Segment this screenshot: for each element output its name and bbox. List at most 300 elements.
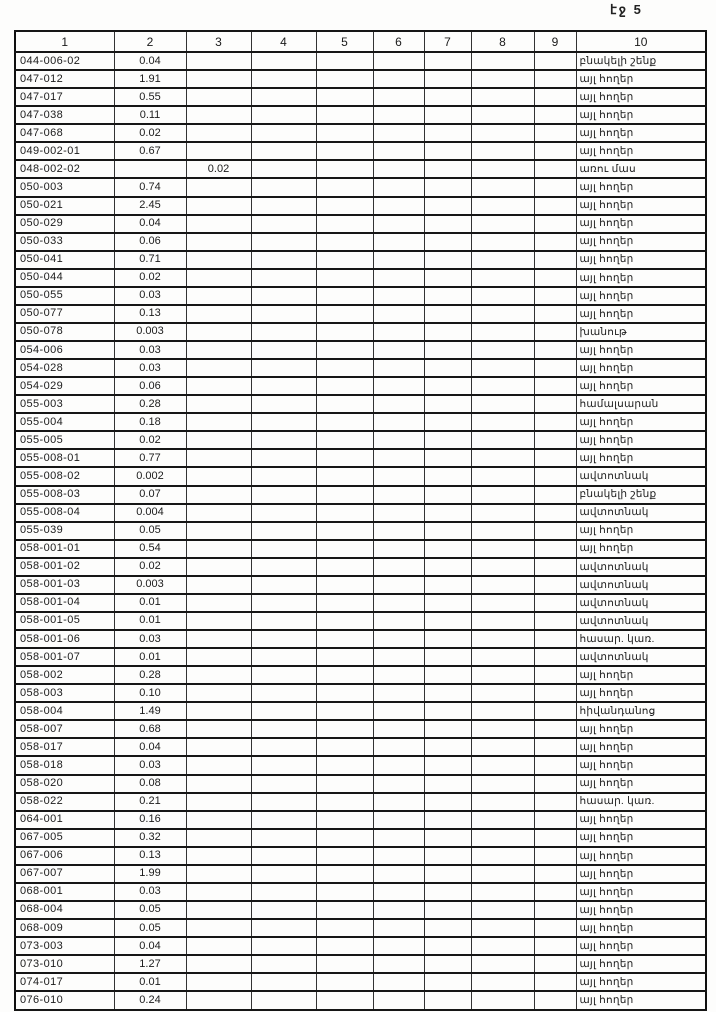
value-cell bbox=[316, 486, 373, 504]
value-cell: 0.13 bbox=[114, 305, 186, 323]
value-cell bbox=[534, 88, 576, 106]
value-cell bbox=[373, 594, 424, 612]
table-row bbox=[15, 504, 706, 522]
value-cell bbox=[316, 702, 373, 720]
land-use-label: այլ հողեր bbox=[576, 775, 706, 793]
value-cell bbox=[251, 142, 316, 160]
parcel-code: 073-003 bbox=[15, 937, 114, 955]
value-cell bbox=[251, 558, 316, 576]
land-use-label: այլ հողեր bbox=[576, 70, 706, 88]
parcel-code: 055-008-03 bbox=[15, 486, 114, 504]
value-cell bbox=[251, 215, 316, 233]
parcel-code: 054-006 bbox=[15, 341, 114, 359]
value-cell bbox=[424, 178, 471, 196]
value-cell: 0.77 bbox=[114, 449, 186, 467]
table-row bbox=[15, 52, 706, 70]
value-cell bbox=[471, 106, 534, 124]
parcel-code: 058-022 bbox=[15, 793, 114, 811]
value-cell bbox=[251, 612, 316, 630]
land-use-label: ավտոտնակ bbox=[576, 648, 706, 666]
value-cell bbox=[186, 215, 251, 233]
value-cell bbox=[316, 793, 373, 811]
value-cell bbox=[424, 973, 471, 991]
parcel-code: 058-001-04 bbox=[15, 594, 114, 612]
value-cell bbox=[424, 558, 471, 576]
value-cell bbox=[424, 431, 471, 449]
table-row bbox=[15, 684, 706, 702]
value-cell bbox=[471, 576, 534, 594]
value-cell bbox=[186, 522, 251, 540]
parcel-code: 049-002-01 bbox=[15, 142, 114, 160]
value-cell bbox=[186, 413, 251, 431]
value-cell bbox=[534, 883, 576, 901]
value-cell bbox=[251, 630, 316, 648]
value-cell bbox=[424, 467, 471, 485]
parcel-code: 076-010 bbox=[15, 991, 114, 1010]
value-cell bbox=[424, 215, 471, 233]
table-row bbox=[15, 467, 706, 485]
land-use-label: այլ հողեր bbox=[576, 197, 706, 215]
value-cell bbox=[186, 612, 251, 630]
value-cell bbox=[186, 793, 251, 811]
land-use-label: այլ հողեր bbox=[576, 124, 706, 142]
value-cell bbox=[534, 630, 576, 648]
header-row bbox=[15, 31, 706, 52]
value-cell bbox=[251, 251, 316, 269]
table-row bbox=[15, 178, 706, 196]
value-cell bbox=[534, 576, 576, 594]
value-cell bbox=[316, 648, 373, 666]
value-cell bbox=[534, 937, 576, 955]
table-row bbox=[15, 142, 706, 160]
value-cell bbox=[316, 612, 373, 630]
parcel-code: 050-077 bbox=[15, 305, 114, 323]
value-cell bbox=[373, 883, 424, 901]
value-cell bbox=[534, 666, 576, 684]
value-cell bbox=[251, 811, 316, 829]
value-cell bbox=[186, 395, 251, 413]
table-row bbox=[15, 540, 706, 558]
value-cell: 0.03 bbox=[114, 756, 186, 774]
value-cell bbox=[373, 811, 424, 829]
value-cell bbox=[471, 793, 534, 811]
value-cell bbox=[373, 540, 424, 558]
value-cell bbox=[316, 106, 373, 124]
land-use-label: այլ հողեր bbox=[576, 883, 706, 901]
value-cell: 0.01 bbox=[114, 973, 186, 991]
value-cell bbox=[316, 883, 373, 901]
value-cell bbox=[373, 395, 424, 413]
parcel-code: 067-005 bbox=[15, 829, 114, 847]
value-cell bbox=[534, 178, 576, 196]
value-cell bbox=[373, 937, 424, 955]
value-cell bbox=[316, 413, 373, 431]
land-use-label: այլ հողեր bbox=[576, 215, 706, 233]
value-cell bbox=[424, 160, 471, 178]
value-cell bbox=[373, 775, 424, 793]
value-cell: 0.01 bbox=[114, 594, 186, 612]
value-cell bbox=[534, 793, 576, 811]
value-cell bbox=[316, 178, 373, 196]
land-use-label: այլ հողեր bbox=[576, 413, 706, 431]
value-cell bbox=[373, 178, 424, 196]
value-cell bbox=[534, 486, 576, 504]
value-cell bbox=[186, 937, 251, 955]
land-use-label: խանութ bbox=[576, 323, 706, 341]
table-row bbox=[15, 431, 706, 449]
value-cell: 0.03 bbox=[114, 630, 186, 648]
value-cell bbox=[186, 576, 251, 594]
value-cell bbox=[186, 431, 251, 449]
value-cell bbox=[186, 756, 251, 774]
value-cell bbox=[251, 522, 316, 540]
land-use-label: այլ հողեր bbox=[576, 142, 706, 160]
value-cell bbox=[471, 70, 534, 88]
value-cell: 1.49 bbox=[114, 702, 186, 720]
value-cell bbox=[373, 666, 424, 684]
value-cell bbox=[471, 395, 534, 413]
value-cell bbox=[534, 684, 576, 702]
value-cell bbox=[534, 52, 576, 70]
value-cell bbox=[251, 178, 316, 196]
value-cell bbox=[373, 973, 424, 991]
value-cell bbox=[471, 738, 534, 756]
land-use-label: այլ հողեր bbox=[576, 991, 706, 1010]
value-cell bbox=[471, 504, 534, 522]
value-cell bbox=[424, 702, 471, 720]
value-cell bbox=[316, 720, 373, 738]
value-cell bbox=[373, 522, 424, 540]
land-use-label: առու մաս bbox=[576, 160, 706, 178]
value-cell bbox=[471, 594, 534, 612]
value-cell bbox=[186, 594, 251, 612]
value-cell bbox=[534, 775, 576, 793]
value-cell bbox=[534, 142, 576, 160]
value-cell bbox=[251, 865, 316, 883]
value-cell: 0.03 bbox=[114, 341, 186, 359]
value-cell bbox=[316, 540, 373, 558]
value-cell bbox=[186, 323, 251, 341]
value-cell bbox=[186, 269, 251, 287]
value-cell bbox=[186, 251, 251, 269]
column-header: 2 bbox=[114, 31, 186, 52]
value-cell: 0.002 bbox=[114, 467, 186, 485]
cadastral-table bbox=[14, 30, 707, 1011]
value-cell bbox=[186, 558, 251, 576]
value-cell bbox=[471, 269, 534, 287]
value-cell bbox=[373, 720, 424, 738]
value-cell bbox=[251, 775, 316, 793]
table-row bbox=[15, 269, 706, 287]
parcel-code: 058-007 bbox=[15, 720, 114, 738]
value-cell bbox=[186, 70, 251, 88]
parcel-code: 058-001-03 bbox=[15, 576, 114, 594]
value-cell bbox=[471, 215, 534, 233]
value-cell bbox=[251, 702, 316, 720]
land-use-label: այլ հողեր bbox=[576, 865, 706, 883]
value-cell bbox=[186, 106, 251, 124]
value-cell bbox=[534, 341, 576, 359]
value-cell bbox=[534, 197, 576, 215]
parcel-code: 055-008-01 bbox=[15, 449, 114, 467]
value-cell bbox=[424, 594, 471, 612]
value-cell bbox=[251, 991, 316, 1010]
value-cell bbox=[316, 467, 373, 485]
value-cell bbox=[316, 955, 373, 973]
land-use-label: այլ հողեր bbox=[576, 106, 706, 124]
value-cell bbox=[534, 359, 576, 377]
value-cell bbox=[186, 88, 251, 106]
table-row bbox=[15, 720, 706, 738]
value-cell bbox=[316, 160, 373, 178]
value-cell: 2.45 bbox=[114, 197, 186, 215]
value-cell bbox=[424, 901, 471, 919]
value-cell bbox=[316, 847, 373, 865]
value-cell bbox=[424, 612, 471, 630]
value-cell bbox=[186, 377, 251, 395]
value-cell bbox=[534, 233, 576, 251]
value-cell bbox=[534, 106, 576, 124]
value-cell bbox=[251, 341, 316, 359]
value-cell bbox=[471, 991, 534, 1010]
value-cell bbox=[534, 829, 576, 847]
value-cell bbox=[424, 52, 471, 70]
value-cell bbox=[373, 341, 424, 359]
value-cell bbox=[373, 269, 424, 287]
value-cell bbox=[424, 88, 471, 106]
value-cell bbox=[471, 449, 534, 467]
value-cell bbox=[534, 865, 576, 883]
value-cell bbox=[471, 630, 534, 648]
parcel-code: 054-029 bbox=[15, 377, 114, 395]
land-use-label: ավտոտնակ bbox=[576, 558, 706, 576]
table-row bbox=[15, 865, 706, 883]
value-cell: 0.03 bbox=[114, 359, 186, 377]
value-cell bbox=[186, 124, 251, 142]
value-cell: 0.18 bbox=[114, 413, 186, 431]
value-cell bbox=[471, 124, 534, 142]
value-cell bbox=[471, 323, 534, 341]
value-cell bbox=[471, 919, 534, 937]
value-cell bbox=[316, 829, 373, 847]
value-cell bbox=[373, 684, 424, 702]
value-cell bbox=[316, 558, 373, 576]
column-header: 4 bbox=[251, 31, 316, 52]
value-cell bbox=[534, 955, 576, 973]
value-cell bbox=[471, 937, 534, 955]
land-use-label: այլ հողեր bbox=[576, 738, 706, 756]
value-cell: 0.04 bbox=[114, 937, 186, 955]
value-cell bbox=[471, 973, 534, 991]
value-cell bbox=[424, 811, 471, 829]
value-cell bbox=[316, 233, 373, 251]
value-cell: 0.01 bbox=[114, 612, 186, 630]
value-cell bbox=[471, 305, 534, 323]
parcel-code: 058-001-06 bbox=[15, 630, 114, 648]
value-cell bbox=[316, 197, 373, 215]
value-cell bbox=[316, 756, 373, 774]
value-cell bbox=[373, 142, 424, 160]
value-cell bbox=[373, 251, 424, 269]
value-cell bbox=[251, 666, 316, 684]
table-row bbox=[15, 395, 706, 413]
value-cell bbox=[471, 775, 534, 793]
value-cell bbox=[471, 52, 534, 70]
value-cell bbox=[251, 901, 316, 919]
value-cell bbox=[424, 883, 471, 901]
value-cell bbox=[373, 486, 424, 504]
land-use-label: այլ հողեր bbox=[576, 955, 706, 973]
parcel-code: 047-038 bbox=[15, 106, 114, 124]
value-cell bbox=[424, 106, 471, 124]
value-cell: 0.04 bbox=[114, 52, 186, 70]
value-cell bbox=[373, 756, 424, 774]
value-cell bbox=[534, 467, 576, 485]
value-cell bbox=[186, 901, 251, 919]
value-cell bbox=[251, 919, 316, 937]
value-cell bbox=[316, 576, 373, 594]
value-cell bbox=[373, 197, 424, 215]
parcel-code: 055-005 bbox=[15, 431, 114, 449]
land-use-label: ավտոտնակ bbox=[576, 576, 706, 594]
table-row bbox=[15, 648, 706, 666]
value-cell: 0.28 bbox=[114, 395, 186, 413]
value-cell bbox=[534, 811, 576, 829]
value-cell bbox=[373, 52, 424, 70]
land-use-label: ավտոտնակ bbox=[576, 467, 706, 485]
value-cell bbox=[316, 522, 373, 540]
value-cell bbox=[251, 937, 316, 955]
value-cell bbox=[471, 847, 534, 865]
value-cell: 0.74 bbox=[114, 178, 186, 196]
value-cell bbox=[373, 829, 424, 847]
value-cell bbox=[373, 70, 424, 88]
parcel-code: 047-012 bbox=[15, 70, 114, 88]
land-use-label: այլ հողեր bbox=[576, 305, 706, 323]
value-cell bbox=[534, 215, 576, 233]
value-cell: 0.02 bbox=[114, 124, 186, 142]
value-cell: 0.07 bbox=[114, 486, 186, 504]
value-cell bbox=[373, 106, 424, 124]
table-row bbox=[15, 666, 706, 684]
value-cell bbox=[534, 305, 576, 323]
value-cell bbox=[471, 558, 534, 576]
value-cell bbox=[471, 684, 534, 702]
value-cell bbox=[251, 395, 316, 413]
value-cell bbox=[534, 377, 576, 395]
value-cell bbox=[251, 793, 316, 811]
value-cell bbox=[373, 431, 424, 449]
value-cell bbox=[251, 359, 316, 377]
value-cell bbox=[251, 684, 316, 702]
value-cell bbox=[424, 756, 471, 774]
value-cell bbox=[424, 847, 471, 865]
land-use-label: բնակելի շենք bbox=[576, 52, 706, 70]
value-cell bbox=[251, 197, 316, 215]
value-cell bbox=[251, 955, 316, 973]
value-cell bbox=[316, 359, 373, 377]
column-header: 10 bbox=[576, 31, 706, 52]
land-use-label: այլ հողեր bbox=[576, 829, 706, 847]
value-cell bbox=[186, 359, 251, 377]
value-cell bbox=[424, 233, 471, 251]
value-cell: 0.13 bbox=[114, 847, 186, 865]
land-use-label: այլ հողեր bbox=[576, 251, 706, 269]
value-cell bbox=[471, 702, 534, 720]
value-cell bbox=[251, 467, 316, 485]
value-cell bbox=[186, 178, 251, 196]
value-cell bbox=[424, 630, 471, 648]
value-cell: 0.003 bbox=[114, 576, 186, 594]
value-cell: 0.24 bbox=[114, 991, 186, 1010]
parcel-code: 048-002-02 bbox=[15, 160, 114, 178]
value-cell bbox=[316, 88, 373, 106]
parcel-code: 047-017 bbox=[15, 88, 114, 106]
value-cell bbox=[471, 251, 534, 269]
value-cell bbox=[534, 504, 576, 522]
value-cell bbox=[186, 991, 251, 1010]
value-cell: 0.06 bbox=[114, 377, 186, 395]
value-cell bbox=[471, 197, 534, 215]
table-body bbox=[15, 52, 706, 1010]
value-cell bbox=[316, 215, 373, 233]
value-cell: 0.003 bbox=[114, 323, 186, 341]
value-cell bbox=[251, 829, 316, 847]
value-cell bbox=[251, 973, 316, 991]
value-cell bbox=[373, 576, 424, 594]
table-row bbox=[15, 738, 706, 756]
column-header: 1 bbox=[15, 31, 114, 52]
value-cell bbox=[186, 52, 251, 70]
land-use-label: համալսարան bbox=[576, 395, 706, 413]
value-cell bbox=[373, 287, 424, 305]
table-row bbox=[15, 847, 706, 865]
table-row bbox=[15, 919, 706, 937]
value-cell bbox=[251, 883, 316, 901]
value-cell bbox=[471, 467, 534, 485]
table-row bbox=[15, 449, 706, 467]
value-cell bbox=[316, 901, 373, 919]
value-cell bbox=[424, 540, 471, 558]
value-cell bbox=[471, 901, 534, 919]
value-cell bbox=[534, 991, 576, 1010]
parcel-code: 055-039 bbox=[15, 522, 114, 540]
value-cell bbox=[316, 865, 373, 883]
land-use-label: ավտոտնակ bbox=[576, 504, 706, 522]
table-row bbox=[15, 413, 706, 431]
parcel-code: 058-001-07 bbox=[15, 648, 114, 666]
value-cell bbox=[424, 829, 471, 847]
table-row bbox=[15, 973, 706, 991]
table-row bbox=[15, 70, 706, 88]
value-cell bbox=[424, 919, 471, 937]
value-cell: 0.02 bbox=[114, 558, 186, 576]
land-use-label: այլ հողեր bbox=[576, 811, 706, 829]
value-cell bbox=[471, 612, 534, 630]
value-cell bbox=[424, 775, 471, 793]
column-header: 6 bbox=[373, 31, 424, 52]
value-cell bbox=[373, 88, 424, 106]
value-cell bbox=[316, 305, 373, 323]
value-cell bbox=[471, 883, 534, 901]
table-row bbox=[15, 323, 706, 341]
land-use-label: այլ հողեր bbox=[576, 431, 706, 449]
value-cell bbox=[534, 738, 576, 756]
table-row bbox=[15, 287, 706, 305]
parcel-code: 058-002 bbox=[15, 666, 114, 684]
value-cell bbox=[534, 124, 576, 142]
value-cell bbox=[186, 449, 251, 467]
